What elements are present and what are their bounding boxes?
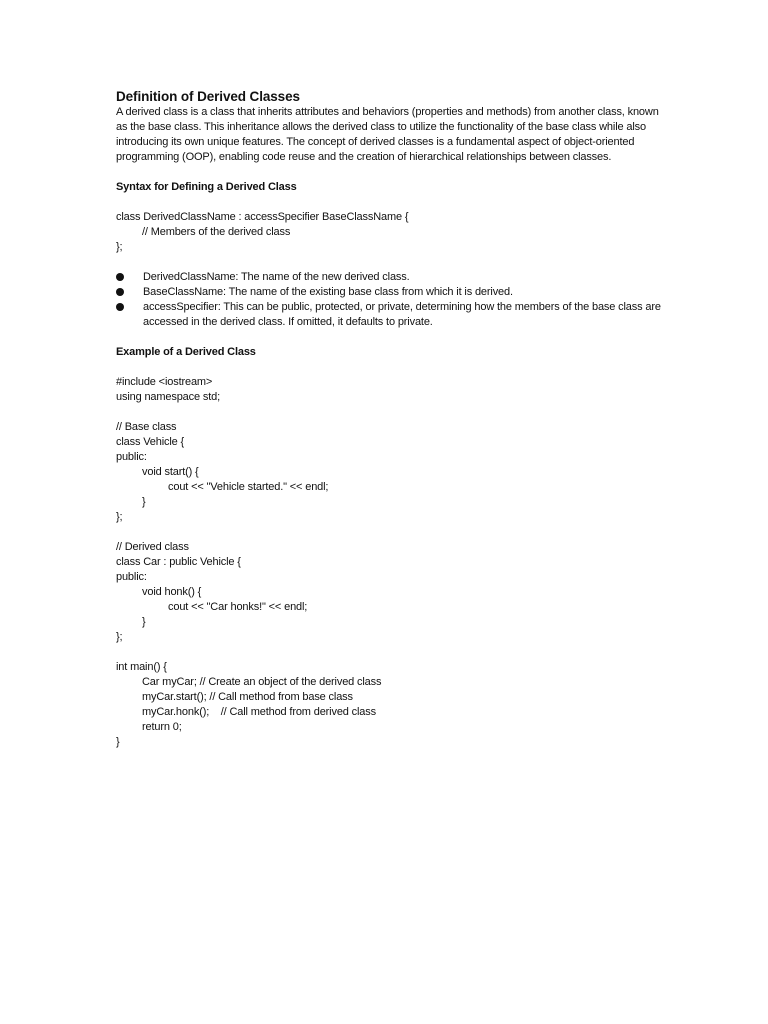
syntax-heading: Syntax for Defining a Derived Class bbox=[116, 181, 297, 193]
code-line: }; bbox=[116, 241, 123, 253]
code-line: myCar.honk(); // Call method from derived class bbox=[142, 706, 376, 718]
code-line: class Vehicle { bbox=[116, 436, 185, 448]
list-item-text: DerivedClassName: The name of the new derived class. bbox=[143, 271, 410, 283]
code-line: cout << "Car honks!" << endl; bbox=[168, 601, 308, 613]
code-line: // Derived class bbox=[116, 541, 189, 553]
code-line: } bbox=[142, 616, 146, 628]
list-item bbox=[116, 300, 661, 330]
document-page bbox=[116, 88, 661, 750]
list-item-text: BaseClassName: The name of the existing base class from which it is derived. bbox=[143, 286, 513, 298]
page-title: Definition of Derived Classes bbox=[116, 89, 300, 104]
list-item-text: accessSpecifier: This can be public, protected, or private, determining how the members of the base class are accessed in the derived class. If omitted, it defaults to private. bbox=[143, 301, 661, 328]
list-item bbox=[116, 270, 661, 285]
code-line: class Car : public Vehicle { bbox=[116, 556, 241, 568]
code-line: public: bbox=[116, 571, 147, 583]
code-line: cout << "Vehicle started." << endl; bbox=[168, 481, 329, 493]
code-line: #include <iostream> bbox=[116, 376, 213, 388]
intro-paragraph: A derived class is a class that inherits attributes and behaviors (properties and methods) from another class, known as the base class. This inheritance allows the derived class to utilize the functionality of the base class while also introducing its own unique features. The concept of derived classes is a fundamental aspect of object-oriented programming (OOP), enabling code reuse and the creation of hierarchical relationships between classes. bbox=[116, 106, 659, 163]
code-line: } bbox=[116, 736, 120, 748]
code-line: }; bbox=[116, 511, 123, 523]
example-heading: Example of a Derived Class bbox=[116, 346, 256, 358]
list-item bbox=[116, 285, 661, 300]
code-line: Car myCar; // Create an object of the derived class bbox=[142, 676, 382, 688]
bullet-icon bbox=[116, 273, 124, 281]
code-line: myCar.start(); // Call method from base class bbox=[142, 691, 353, 703]
code-line: class DerivedClassName : accessSpecifier BaseClassName { bbox=[116, 211, 409, 223]
syntax-bullet-list bbox=[116, 270, 661, 330]
code-line: int main() { bbox=[116, 661, 167, 673]
code-line: void honk() { bbox=[142, 586, 202, 598]
code-line: // Members of the derived class bbox=[142, 226, 291, 238]
code-line: using namespace std; bbox=[116, 391, 221, 403]
syntax-code-block bbox=[116, 210, 661, 255]
bullet-icon bbox=[116, 303, 124, 311]
code-line: // Base class bbox=[116, 421, 177, 433]
bullet-icon bbox=[116, 288, 124, 296]
code-line: return 0; bbox=[142, 721, 182, 733]
code-line: } bbox=[142, 496, 146, 508]
code-line: }; bbox=[116, 631, 123, 643]
code-line: void start() { bbox=[142, 466, 199, 478]
example-code-block bbox=[116, 375, 661, 750]
code-line: public: bbox=[116, 451, 147, 463]
